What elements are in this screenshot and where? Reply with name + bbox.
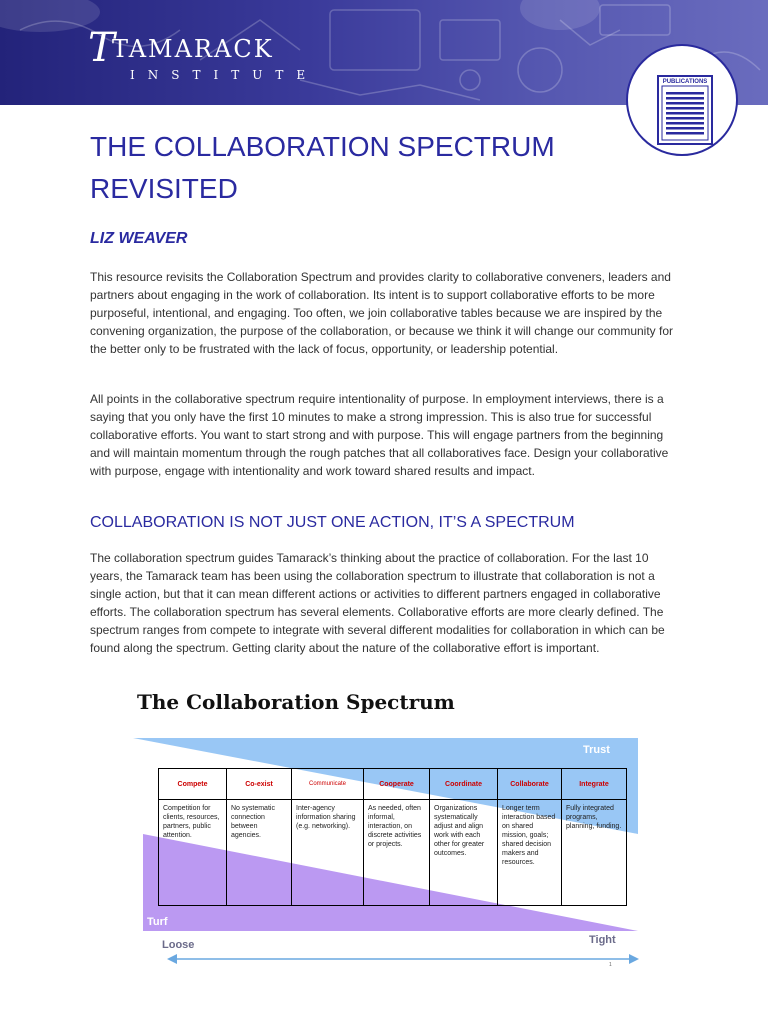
author-name: LIZ WEAVER (90, 230, 188, 247)
column-integrate: Integrate (562, 769, 627, 800)
figure-page-marker: 1 (609, 962, 612, 968)
document-title: THE COLLABORATION SPECTRUM REVISITED (90, 131, 555, 204)
column-compete: Compete (159, 769, 227, 800)
loose-label: Loose (162, 939, 195, 951)
logo-name: TAMARACK (112, 35, 274, 63)
publications-document-icon (628, 46, 736, 154)
description-communicate: Inter-agency information sharing (e.g. networking). (292, 800, 364, 906)
paragraph-intro: This resource revisits the Collaboration Spectrum and provides clarity to collaborative conveners, leaders and partners about engaging in the work of collaboration. Its intent is to support collaborative efforts to be more purposeful, intentional, and engaging. Too often, we join collaborative tables because we are inspired by the convening organization, the purpose of the collaboration, or because we think it will change our community for the better only to be frustrated with the lack of focus, opportunity, or leadership potential. (90, 270, 674, 356)
paragraph-intentionality: All points in the collaborative spectrum require intentionality of purpose. In employment interviews, there is a saying that you only have the first 10 minutes to make a strong impression. This is also true for successful collaborative efforts. You want to start strong and with purpose. This will engage partners from the beginning and will maintain momentum through the rough patches that all collaboratives face. Design your collaborative with purpose, engage with intentionality and work toward shared results and impact. (90, 392, 669, 478)
spectrum-header-row (159, 769, 627, 800)
badge-label: PUBLICATIONS (662, 79, 708, 85)
logo-mark: T (88, 25, 115, 71)
figure-title: The Collaboration Spectrum (137, 690, 455, 714)
column-communicate: Communicate (292, 769, 364, 800)
description-coordinate: Organizations systematically adjust and align work with each other for greater outcomes. (430, 800, 498, 906)
spectrum-description-row (159, 800, 627, 906)
trust-label: Trust (583, 744, 610, 756)
turf-label: Turf (147, 916, 168, 928)
collaboration-spectrum-figure (133, 686, 653, 976)
spectrum-table (158, 768, 627, 906)
paragraph-spectrum: The collaboration spectrum guides Tamarack’s thinking about the practice of collaboration. For the last 10 years, the Tamarack team has been using the collaboration spectrum to illustrate that collaboration is not a single action, but that it can mean different actions or activities to different partners engaged in collaborative efforts. The collaboration spectrum has several elements. Collaborative efforts are more clearly defined. The spectrum ranges from compete to integrate with several different modalities for collaboration in which can be found along the spectrum. Getting clarity about the nature of the collaborative effort is important. (90, 551, 665, 655)
description-compete: Competition for clients, resources, partners, public attention. (159, 800, 227, 906)
column-coordinate: Coordinate (430, 769, 498, 800)
description-collaborate: Longer term interaction based on shared mission, goals; shared decision makers and resources. (498, 800, 562, 906)
column-cooperate: Cooperate (364, 769, 430, 800)
loose-arrowhead (167, 954, 177, 964)
column-collaborate: Collaborate (498, 769, 562, 800)
section-heading: COLLABORATION IS NOT JUST ONE ACTION, IT’S A SPECTRUM (90, 514, 575, 531)
publications-badge (626, 44, 738, 156)
logo-subtitle: INSTITUTE (130, 68, 319, 82)
tight-label: Tight (589, 934, 616, 946)
description-integrate: Fully integrated programs, planning, funding. (562, 800, 627, 906)
column-co-exist: Co-exist (227, 769, 292, 800)
description-co-exist: No systematic connection between agencies. (227, 800, 292, 906)
description-cooperate: As needed, often informal, interaction, on discrete activities or projects. (364, 800, 430, 906)
tight-arrowhead (629, 954, 639, 964)
